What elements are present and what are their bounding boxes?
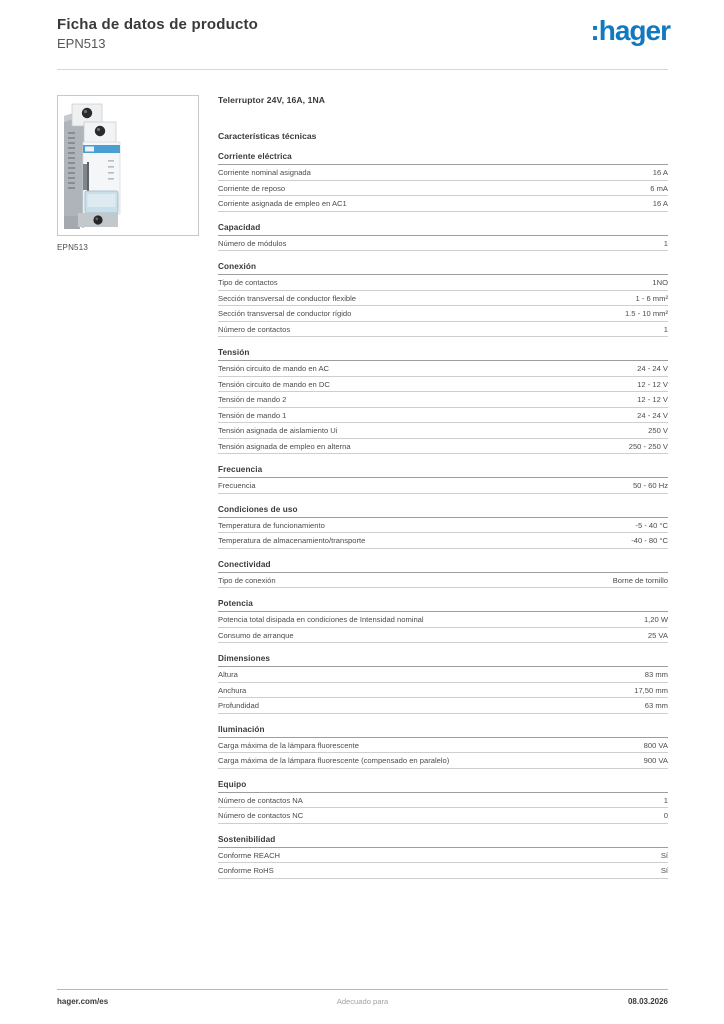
spec-row	[218, 423, 668, 439]
spec-row	[218, 478, 668, 494]
spec-row	[218, 848, 668, 864]
spec-label: Sección transversal de conductor flexible	[218, 293, 357, 303]
spec-row	[218, 573, 668, 589]
spec-section	[218, 599, 668, 643]
spec-label: Conforme REACH	[218, 850, 281, 860]
spec-label: Sección transversal de conductor rígido	[218, 309, 352, 318]
spec-section	[218, 465, 668, 494]
spec-row	[218, 628, 668, 644]
spec-row	[218, 306, 668, 322]
telerruptor-illustration	[58, 96, 199, 236]
spec-row	[218, 181, 668, 197]
spec-value: 1 - 6 mm²	[635, 293, 668, 303]
product-name: Telerruptor 24V, 16A, 1NA	[218, 95, 326, 105]
spec-row	[218, 698, 668, 714]
section-title: Potencia	[218, 599, 668, 612]
section-title: Conectividad	[218, 560, 668, 573]
spec-label: Tensión asignada de aislamiento Ui	[218, 426, 338, 435]
spec-row	[218, 377, 668, 393]
section-title: Corriente eléctrica	[218, 152, 668, 165]
spec-value: 1	[663, 238, 668, 248]
section-title: Tensión	[218, 348, 668, 361]
spec-row	[218, 793, 668, 809]
spec-value: 1.5 - 10 mm²	[624, 309, 668, 318]
spec-row	[218, 612, 668, 628]
spec-row	[218, 808, 668, 824]
spec-value: 16 A	[652, 199, 668, 208]
footer-divider	[57, 989, 668, 990]
spec-value: 63 mm	[644, 701, 668, 710]
spec-label: Tensión asignada de empleo en alterna	[218, 441, 351, 451]
spec-label: Anchura	[218, 685, 247, 695]
spec-row	[218, 361, 668, 377]
spec-label: Profundidad	[218, 701, 259, 710]
spec-value: 1	[663, 324, 668, 334]
header	[57, 16, 258, 51]
spec-value: -40 - 80 °C	[631, 536, 668, 545]
spec-row	[218, 275, 668, 291]
spec-section	[218, 223, 668, 252]
spec-value: Sí	[660, 866, 668, 875]
spec-section	[218, 835, 668, 879]
spec-label: Tipo de conexión	[218, 575, 276, 585]
technical-characteristics-heading: Características técnicas	[218, 131, 317, 141]
specifications-column	[218, 95, 668, 879]
footer-website-link[interactable]: hager.com/es	[57, 997, 109, 1006]
spec-label: Temperatura de almacenamiento/transporte	[218, 536, 366, 545]
spec-value: 1,20 W	[643, 615, 668, 624]
product-image-column	[57, 95, 199, 252]
spec-value: 250 - 250 V	[628, 441, 668, 451]
spec-row	[218, 236, 668, 252]
spec-section	[218, 654, 668, 714]
spec-value: Borne de tornillo	[612, 575, 668, 585]
product-image	[57, 95, 199, 236]
section-title: Condiciones de uso	[218, 505, 668, 518]
spec-label: Corriente de reposo	[218, 183, 286, 193]
spec-value: 12 - 12 V	[637, 395, 668, 404]
spec-value: 24 - 24 V	[637, 364, 668, 373]
spec-label: Número de módulos	[218, 238, 287, 248]
spec-value: 250 V	[648, 426, 668, 435]
section-title: Frecuencia	[218, 465, 668, 478]
spec-row	[218, 392, 668, 408]
spec-label: Tipo de contactos	[218, 278, 278, 287]
spec-row	[218, 683, 668, 699]
spec-row	[218, 322, 668, 338]
spec-sections	[218, 152, 668, 879]
section-title: Sostenibilidad	[218, 835, 668, 848]
spec-row	[218, 667, 668, 683]
spec-row	[218, 165, 668, 181]
spec-value: 25 VA	[647, 630, 668, 640]
spec-value: 12 - 12 V	[637, 379, 668, 389]
section-title: Dimensiones	[218, 654, 668, 667]
spec-label: Tensión circuito de mando en AC	[218, 364, 330, 373]
spec-row	[218, 196, 668, 212]
spec-label: Consumo de arranque	[218, 630, 294, 640]
footer-suitable-for-label: Adecuado para	[336, 997, 389, 1006]
spec-value: 16 A	[652, 168, 668, 177]
spec-label: Corriente nominal asignada	[218, 168, 311, 177]
footer	[57, 997, 668, 1006]
section-title: Equipo	[218, 780, 668, 793]
spec-row	[218, 753, 668, 769]
spec-label: Potencia total disipada en condiciones de Intensidad nominal	[218, 615, 424, 624]
section-title: Conexión	[218, 262, 668, 275]
spec-section	[218, 725, 668, 769]
spec-label: Conforme RoHS	[218, 866, 274, 875]
spec-value: 800 VA	[643, 740, 668, 750]
spec-value: 24 - 24 V	[637, 410, 668, 420]
section-title: Iluminación	[218, 725, 668, 738]
spec-value: 1	[663, 795, 668, 805]
spec-row	[218, 408, 668, 424]
spec-value: 900 VA	[643, 756, 668, 765]
spec-value: 17,50 mm	[634, 685, 668, 695]
header-divider	[57, 69, 668, 70]
spec-section	[218, 262, 668, 337]
spec-label: Tensión de mando 1	[218, 410, 287, 420]
spec-label: Altura	[218, 670, 238, 679]
page-title: Ficha de datos de producto	[57, 16, 259, 33]
section-title: Capacidad	[218, 223, 668, 236]
spec-value: 1NO	[652, 278, 668, 287]
spec-section	[218, 348, 668, 454]
spec-label: Número de contactos	[218, 324, 291, 334]
footer-date: 08.03.2026	[627, 997, 669, 1006]
spec-value: 83 mm	[644, 670, 668, 679]
spec-row	[218, 518, 668, 534]
spec-section	[218, 560, 668, 589]
spec-label: Temperatura de funcionamiento	[218, 520, 325, 530]
spec-label: Tensión de mando 2	[218, 395, 287, 404]
spec-value: -5 - 40 °C	[635, 520, 668, 530]
product-reference: EPN513	[57, 36, 106, 51]
spec-value: 50 - 60 Hz	[632, 481, 668, 490]
spec-label: Número de contactos NA	[218, 795, 303, 805]
spec-row	[218, 439, 668, 455]
spec-label: Carga máxima de la lámpara fluorescente (compensado en paralelo)	[218, 756, 450, 765]
spec-label: Tensión circuito de mando en DC	[218, 379, 330, 389]
main-content	[57, 95, 668, 879]
spec-label: Frecuencia	[218, 481, 256, 490]
product-image-caption: EPN513	[57, 243, 88, 252]
spec-label: Corriente asignada de empleo en AC1	[218, 199, 347, 208]
spec-row	[218, 738, 668, 754]
spec-value: 6 mA	[650, 183, 668, 193]
spec-section	[218, 780, 668, 824]
spec-label: Número de contactos NC	[218, 811, 304, 820]
spec-row	[218, 533, 668, 549]
spec-row	[218, 291, 668, 307]
spec-row	[218, 863, 668, 879]
spec-section	[218, 152, 668, 212]
spec-section	[218, 505, 668, 549]
hager-logo: :hager	[590, 15, 670, 46]
spec-label: Carga máxima de la lámpara fluorescente	[218, 740, 359, 750]
spec-value: 0	[663, 811, 668, 820]
spec-value: Sí	[660, 850, 668, 860]
